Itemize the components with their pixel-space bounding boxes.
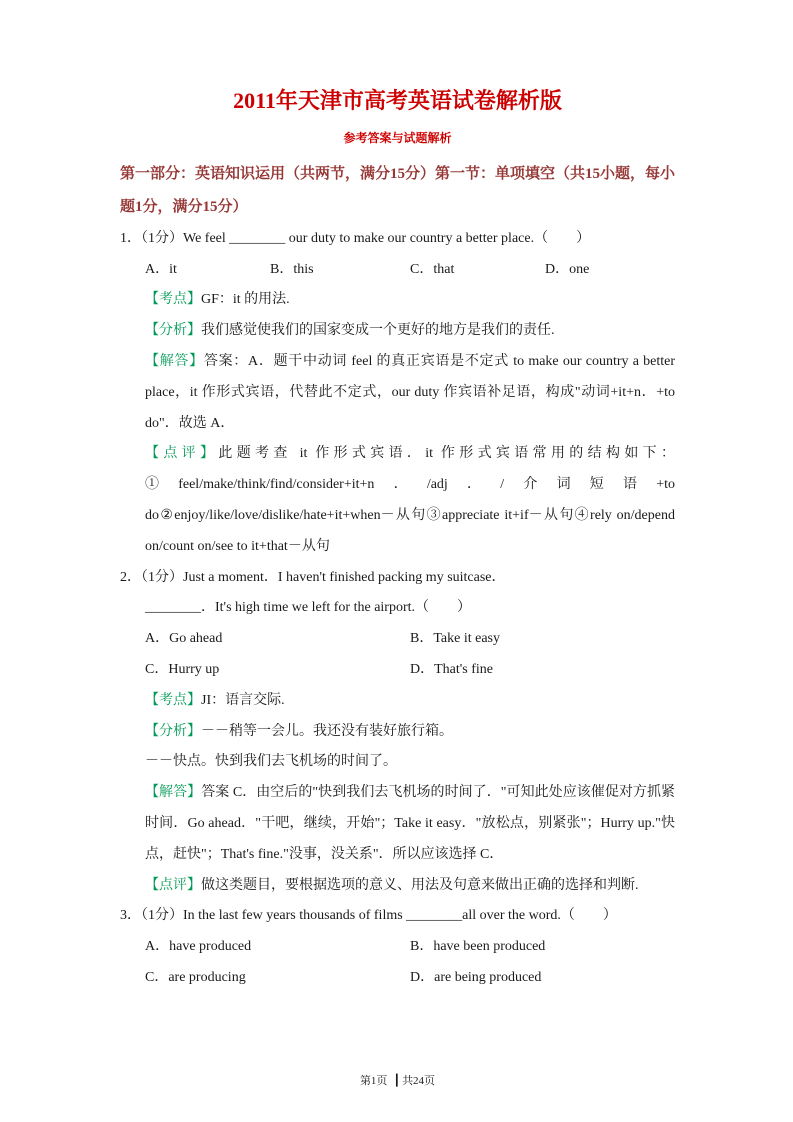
question-1-option-b: B．this <box>270 261 314 277</box>
fenxi-label: 【分析】 <box>145 723 201 739</box>
jieda-label: 【解答】 <box>145 353 204 369</box>
fenxi-text: 我们感觉使我们的国家变成一个更好的地方是我们的责任. <box>201 323 555 339</box>
dianping-text: 此题考查 it 作形式宾语．it 作形式宾语常用的结构如下：①feel/make/think/find/consider+it+n．/adj．/介词短语+to do②enjoy/like/love/dislike/hate+it+when－从句③appreciate it+if－从句④rely on/depend on/count on/see to it+that－从句 <box>145 446 675 554</box>
dianping-text: 做这类题目，要根据选项的意义、用法及句意来做出正确的选择和判断. <box>201 877 639 893</box>
fenxi-label: 【分析】 <box>145 323 201 339</box>
question-1-stem: 1．（1分）We feel ________ our duty to make our country a better place.（ ） <box>120 230 591 246</box>
question-1-option-a: A．it <box>145 261 177 277</box>
question-3-options <box>145 932 675 994</box>
question-2-dianping <box>145 871 675 902</box>
question-3-body <box>145 932 675 994</box>
footer-total-pages: 共24页 <box>402 1075 436 1087</box>
question-1-options <box>145 255 675 286</box>
footer-page-number: 第1页 <box>359 1075 388 1087</box>
jieda-text: 答案：A．题干中动词 feel 的真正宾语是不定式 to make our country a better place，it 作形式宾语，代替此不定式，our duty 作宾语补足语，构成"动词+it+n．+to do"．故选 A． <box>145 353 676 431</box>
question-2-option-c: C．Hurry up <box>145 661 220 677</box>
question-3-option-b: B．have been produced <box>410 939 546 955</box>
question-3-option-c: C．are producing <box>145 969 246 985</box>
question-1-option-c: C．that <box>410 261 455 277</box>
page-footer <box>120 1072 675 1088</box>
question-3-stem: 3．（1分）In the last few years thousands of films ________all over the word.（ ） <box>120 908 617 924</box>
kaodian-text: GF：it 的用法. <box>201 292 290 308</box>
section-heading: 第一部分：英语知识运用（共两节，满分15分）第一节：单项填空（共15小题，每小题1分，满分15分） <box>120 165 676 215</box>
question-2-option-d: D．That's fine <box>410 661 494 677</box>
kaodian-label: 【考点】 <box>145 692 201 708</box>
question-3-option-d: D．are being produced <box>410 969 542 985</box>
dianping-label: 【点评】 <box>145 877 201 893</box>
question-1 <box>120 224 675 563</box>
question-2-fenxi-line2 <box>145 747 675 778</box>
footer-separator: ┃ <box>393 1075 401 1087</box>
question-1-body <box>145 255 675 563</box>
question-2-option-b: B．Take it easy <box>410 631 500 647</box>
question-2 <box>120 563 675 902</box>
question-2-options <box>145 624 675 686</box>
question-2-body <box>145 593 675 901</box>
document-title: 2011年天津市高考英语试卷解析版 <box>233 88 562 113</box>
question-1-dianping <box>145 439 675 562</box>
fenxi-text: －－稍等一会儿。我还没有装好旅行箱。 <box>201 723 453 739</box>
question-1-option-d: D．one <box>545 261 590 277</box>
fenxi-text-line2: －－快点。快到我们去飞机场的时间了。 <box>145 754 397 770</box>
kaodian-label: 【考点】 <box>145 292 201 308</box>
question-2-jieda <box>145 778 675 870</box>
jieda-label: 【解答】 <box>145 785 202 801</box>
question-1-fenxi <box>145 316 675 347</box>
question-2-stem-line2: ________．It's high time we left for the airport.（ ） <box>145 600 472 616</box>
question-1-kaodian <box>145 285 675 316</box>
question-3-option-a: A．have produced <box>145 939 252 955</box>
question-2-stem: 2．（1分）Just a moment．I haven't finished packing my suitcase． <box>120 569 506 585</box>
question-2-fenxi <box>145 717 675 748</box>
document-subtitle: 参考答案与试题解析 <box>343 130 452 145</box>
dianping-label: 【点评】 <box>145 446 219 462</box>
question-3 <box>120 901 675 993</box>
question-2-option-a: A．Go ahead <box>145 631 223 647</box>
kaodian-text: JI：语言交际. <box>201 692 285 708</box>
jieda-text: 答案 C．由空后的"快到我们去飞机场的时间了．"可知此处应该催促对方抓紧时间．Go ahead．"干吧，继续，开始"；Take it easy．"放松点，别紧张"；Hurry up."快点，赶快"；That's fine."没事，没关系"．所以应该选择 C． <box>145 785 676 862</box>
question-2-kaodian <box>145 686 675 717</box>
question-1-jieda <box>145 347 675 439</box>
